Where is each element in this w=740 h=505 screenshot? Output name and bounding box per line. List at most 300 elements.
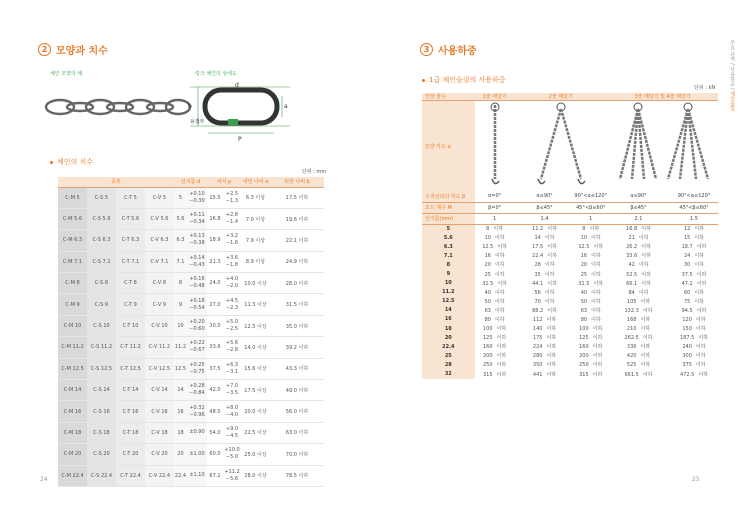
load-value: 200 [579, 353, 589, 360]
dim-b-label: b [188, 103, 192, 110]
load-suffix: 이하 [640, 298, 651, 305]
load-value: 15 [683, 235, 691, 242]
load-value-cell [607, 233, 670, 242]
load-value-cell [574, 360, 607, 369]
load-value-cell [574, 333, 607, 342]
tolerance-value: ±1.00 [189, 450, 205, 457]
load-suffix: 이하 [695, 316, 706, 323]
dimension-table-body [58, 187, 324, 486]
load-suffix: 이하 [642, 307, 653, 314]
load-value: 224 [532, 344, 543, 351]
inner-width-cell: 6.3 이상 [241, 187, 270, 208]
grade-v-cell: C-V 5 [145, 187, 174, 208]
load-value: 105 [626, 298, 637, 305]
wire-dia-cell: 16 [174, 401, 187, 422]
grade-t-cell: C-T 6.3 [116, 230, 145, 251]
inner-width-cell: 7.9 이상 [241, 230, 270, 251]
load-suffix: 이하 [544, 289, 555, 296]
factor-row [422, 213, 718, 224]
load-suffix: 이하 [496, 362, 507, 369]
load-value: 31.5 [578, 280, 590, 287]
load-value: 315 [579, 371, 589, 378]
load-value: 44.1 [532, 280, 544, 287]
load-suffix: 이하 [494, 289, 505, 296]
grade-v-cell: C-V 5.6 [145, 208, 174, 229]
load-value-cell [475, 233, 515, 242]
outer-width-cell: 24.9 이하 [270, 251, 324, 272]
load-value-cell [475, 324, 515, 333]
load-suffix: 이하 [494, 262, 505, 269]
load-value: 25 [580, 271, 588, 278]
load-value: 66.1 [626, 280, 638, 287]
tolerance-value: −0.60 [189, 326, 205, 333]
load-value-cell [475, 224, 515, 233]
load-suffix: 이하 [591, 271, 601, 278]
wire-dia-cell: 12.5 [174, 358, 187, 379]
tolerance-value: −4.5 [225, 432, 239, 439]
table-row [58, 465, 324, 486]
load-value: 22.4 [532, 253, 544, 260]
pitch-tolerance-cell [223, 444, 241, 465]
load-value-cell [670, 260, 718, 269]
pitch-cell: 67.2 [207, 465, 223, 486]
load-value-cell [515, 351, 575, 360]
grade-s-cell: C-S 9 [87, 294, 116, 315]
load-value-cell [515, 306, 575, 315]
load-suffix: 이하 [496, 326, 507, 333]
wire-dia-cell: 7.1 [422, 251, 475, 260]
load-value: 125 [483, 335, 493, 342]
load-value: 30 [683, 262, 691, 269]
load-value-cell [607, 224, 670, 233]
inner-width-cell: 14.0 이상 [241, 337, 270, 358]
load-value: 150 [682, 326, 692, 333]
tolerance-value: +5.6 [225, 340, 239, 347]
load-value-cell [670, 242, 718, 251]
tolerance-value: +4.0 [225, 276, 239, 283]
load-suffix: 이하 [698, 335, 708, 342]
table-row [58, 208, 324, 229]
outer-width-cell: 49.0 이하 [270, 380, 324, 401]
load-value: 24 [683, 253, 691, 260]
factor-value: 1 [574, 213, 607, 224]
load-suffix: 이하 [696, 280, 707, 287]
load-value: 88.2 [532, 307, 544, 314]
chain-diagram [40, 82, 370, 144]
tolerance-value: +8.0 [225, 404, 239, 411]
unit-label: 단위 : mm [302, 169, 327, 175]
tolerance-value: −1.8 [225, 261, 239, 268]
outer-width-cell: 19.6 이하 [270, 208, 324, 229]
dim-p-label: P [238, 136, 242, 143]
table-row [58, 337, 324, 358]
load-value-cell [574, 370, 607, 379]
load-value-cell [670, 351, 718, 360]
load-value-cell [607, 288, 670, 297]
load-value: 16 [580, 253, 588, 260]
load-suffix: 이하 [496, 353, 507, 360]
load-value-cell [670, 269, 718, 278]
load-suffix: 이하 [546, 344, 557, 351]
outer-width-cell: 31.5 이하 [270, 294, 324, 315]
load-value-cell [574, 242, 607, 251]
load-value: 84 [628, 289, 635, 296]
load-suffix: 이하 [696, 307, 707, 314]
wire-dia-cell: 12.5 [422, 297, 475, 306]
outer-width-cell: 78.5 이하 [270, 465, 324, 486]
dimension-table [58, 177, 324, 487]
load-value-cell [670, 288, 718, 297]
pitch-tolerance-cell [223, 380, 241, 401]
grade-v-cell: C-V 22.4 [145, 465, 174, 486]
wire-dia-cell: 10 [174, 315, 187, 336]
wire-dia-cell: 8 [174, 273, 187, 294]
load-value-cell [670, 233, 718, 242]
tolerance-value: −1.6 [225, 240, 239, 247]
grade-t-cell: C-T 9 [116, 294, 145, 315]
load-suffix: 이하 [642, 371, 653, 378]
table-row [422, 224, 718, 233]
load-suffix: 이하 [592, 353, 603, 360]
load-suffix: 이하 [593, 244, 604, 251]
load-value: 18.7 [681, 244, 693, 251]
vertical-angle-value: 90°<α≤120° [670, 191, 718, 202]
grade-s-cell: C-S 18 [87, 422, 116, 443]
tolerance-value: −0.67 [189, 347, 205, 354]
load-suffix: 이하 [591, 235, 601, 242]
table-row [58, 187, 324, 208]
load-value: 160 [579, 344, 589, 351]
pitch-cell: 33.6 [207, 337, 223, 358]
load-suffix: 이하 [694, 226, 704, 233]
load-value: 20 [580, 262, 588, 269]
pitch-cell: 54.0 [207, 422, 223, 443]
load-suffix: 이하 [592, 335, 603, 342]
bullet-icon [422, 79, 425, 82]
load-value-cell [475, 251, 515, 260]
load-value-cell [475, 269, 515, 278]
grade-m-cell: C-M 11.2 [58, 337, 87, 358]
grade-m-cell: C-M 22.4 [58, 465, 87, 486]
grade-s-cell: C-S 5.6 [87, 208, 116, 229]
load-value: 94.5 [681, 307, 693, 314]
load-suffix: 이하 [638, 289, 649, 296]
outer-width-cell: 63.0 이하 [270, 422, 324, 443]
grade-s-cell: C-S 5 [87, 187, 116, 208]
tolerance-value: +0.32 [189, 404, 205, 411]
load-value: 60 [683, 289, 691, 296]
outer-width-cell: 70.0 이하 [270, 444, 324, 465]
wire-dia-cell: 14 [422, 306, 475, 315]
tolerance-value: +3.6 [225, 254, 239, 261]
load-suffix: 이하 [694, 289, 704, 296]
tolerance-value: −5.6 [225, 475, 239, 482]
table-row [422, 233, 718, 242]
factor-label: 선지름(mm) [422, 213, 475, 224]
load-value-cell [515, 370, 575, 379]
grade-m-cell: C-M 7.1 [58, 251, 87, 272]
table-row [422, 251, 718, 260]
load-value: 26.2 [626, 244, 638, 251]
wire-dia-cell: 25 [422, 351, 475, 360]
load-value-cell [475, 306, 515, 315]
load-suffix: 이하 [592, 326, 603, 333]
load-value-cell [475, 242, 515, 251]
grade-t-cell: C-T 12.5 [116, 358, 145, 379]
grade-v-cell: C-V 11.2 [145, 337, 174, 358]
load-value: 35 [534, 271, 541, 278]
load-suffix: 이하 [546, 353, 557, 360]
load-value: 50 [580, 298, 588, 305]
load-suffix: 이하 [546, 335, 557, 342]
load-suffix: 이하 [544, 271, 555, 278]
tolerance-value: −2.5 [225, 326, 239, 333]
load-suffix: 이하 [640, 353, 651, 360]
grade-m-cell: C-M 8 [58, 273, 87, 294]
pitch-tolerance-cell [223, 358, 241, 379]
load-suffix: 이하 [546, 362, 557, 369]
grade-s-cell: C-S 10 [87, 315, 116, 336]
inner-width-cell: 28.0 이상 [241, 465, 270, 486]
tolerance-value: −0.30 [189, 197, 205, 204]
wire-dia-cell: 20 [174, 444, 187, 465]
pitch-cell: 48.0 [207, 401, 223, 422]
inner-width-cell: 12.5 이상 [241, 315, 270, 336]
table-row [58, 401, 324, 422]
load-suffix: 이하 [547, 226, 557, 233]
vertical-angle-value: 90°<α≤120° [574, 191, 607, 202]
load-suffix: 이하 [698, 371, 708, 378]
factor-value: 1 [475, 213, 515, 224]
load-suffix: 이하 [638, 235, 649, 242]
wire-dia-cell: 11.2 [174, 337, 187, 358]
load-value: 40 [580, 289, 588, 296]
tolerance-value: +0.28 [189, 383, 205, 390]
load-suffix: 이하 [641, 280, 651, 287]
mode-value: 45°<β≤60° [670, 202, 718, 213]
load-value: 16 [484, 253, 491, 260]
load-value-cell [574, 233, 607, 242]
load-value: 12.5 [578, 244, 590, 251]
load-value-cell [475, 297, 515, 306]
pitch-tolerance-cell [223, 465, 241, 486]
load-suffix: 이하 [494, 316, 505, 323]
grade-t-cell: C-T 18 [116, 422, 145, 443]
tolerance-value: +9.0 [225, 425, 239, 432]
load-heading [422, 75, 506, 85]
wire-dia-cell: 5.6 [174, 208, 187, 229]
load-value-cell [515, 360, 575, 369]
wire-dia-cell: 14 [174, 380, 187, 401]
pitch-tolerance-cell [223, 251, 241, 272]
load-value-cell [515, 224, 575, 233]
tolerance-value: −3.1 [225, 368, 239, 375]
tolerance-value: +0.13 [189, 233, 205, 240]
tolerance-value: +5.0 [225, 319, 239, 326]
grade-s-cell: C-S 8 [87, 273, 116, 294]
chain-dimension-heading [50, 157, 93, 167]
table-row [422, 288, 718, 297]
load-suffix: 이하 [544, 235, 555, 242]
load-value-cell [515, 324, 575, 333]
outer-width-cell: 56.0 이하 [270, 401, 324, 422]
load-value-cell [475, 360, 515, 369]
load-value-cell [515, 333, 575, 342]
load-header-row [422, 93, 718, 101]
grade-t-cell: C-T 22.4 [116, 465, 145, 486]
pitch-cell: 42.0 [207, 380, 223, 401]
mode-value: β≤45° [515, 202, 575, 213]
wire-dia-cell: 28 [422, 360, 475, 369]
pitch-tolerance-cell [223, 187, 241, 208]
load-suffix: 이하 [641, 253, 651, 260]
load-table [422, 93, 718, 379]
load-suffix: 이하 [696, 244, 707, 251]
load-value-cell [670, 251, 718, 260]
wire-dia-cell: 22.4 [174, 465, 187, 486]
load-value: 336 [626, 344, 637, 351]
section-title-text: 모양과 치수 [56, 46, 108, 57]
grade-t-cell: C-T 20 [116, 444, 145, 465]
tolerance-value: +0.16 [189, 276, 205, 283]
link-detail-label: 링크 체인의 상세도 [195, 71, 237, 77]
grade-m-cell: C-M 5.6 [58, 208, 87, 229]
tolerance-value: −4.0 [225, 411, 239, 418]
tolerance-value: +0.20 [189, 319, 205, 326]
tolerance-value: +4.5 [225, 297, 239, 304]
load-value: 37.5 [681, 271, 693, 278]
section-title-dimensions [38, 42, 108, 57]
load-value-cell [607, 269, 670, 278]
table-row [422, 370, 718, 379]
load-suffix: 이하 [546, 326, 557, 333]
inner-width-cell: 20.0 이상 [241, 401, 270, 422]
load-suffix: 이하 [593, 280, 604, 287]
tolerance-value: −0.34 [189, 219, 205, 226]
tolerance-value: −1.3 [225, 197, 239, 204]
grade-v-cell: C-V 16 [145, 401, 174, 422]
wire-dia-tolerance-cell [187, 251, 207, 272]
load-suffix: 이하 [641, 244, 651, 251]
wire-dia-tolerance-cell [187, 187, 207, 208]
pitch-cell: 21.3 [207, 251, 223, 272]
load-value: 441 [532, 371, 543, 378]
header-pitch: 피치 p [207, 177, 241, 187]
load-value: 420 [626, 353, 637, 360]
table-row [422, 315, 718, 324]
load-value: 160 [483, 344, 493, 351]
inner-width-cell: 10.0 이상 [241, 273, 270, 294]
wire-dia-tolerance-cell [187, 465, 207, 486]
table-row [422, 333, 718, 342]
tolerance-value: ±0.90 [189, 429, 205, 436]
load-value: 175 [532, 335, 543, 342]
table-row [58, 444, 324, 465]
tolerance-value: −0.75 [189, 368, 205, 375]
grade-t-cell: C-T 14 [116, 380, 145, 401]
load-value: 168 [626, 316, 637, 323]
load-value: 525 [626, 362, 637, 369]
load-value: 56 [534, 289, 541, 296]
outer-width-cell: 22.1 이하 [270, 230, 324, 251]
load-suffix: 이하 [592, 371, 603, 378]
load-value-cell [515, 269, 575, 278]
load-value: 140 [532, 326, 543, 333]
table-row [58, 315, 324, 336]
load-value-cell [607, 251, 670, 260]
load-value-cell [574, 315, 607, 324]
page-number-right: 25 [692, 476, 700, 483]
load-suffix: 이하 [493, 226, 504, 233]
grade-m-cell: C-M 5 [58, 187, 87, 208]
load-value-cell [574, 297, 607, 306]
load-table-body [422, 224, 718, 379]
mode-value: 45°<β≤60° [574, 202, 607, 213]
load-value: 112 [532, 316, 543, 323]
load-suffix: 이하 [494, 235, 505, 242]
inner-width-cell: 17.5 이상 [241, 380, 270, 401]
pitch-tolerance-cell [223, 401, 241, 422]
load-value: 47.2 [681, 280, 693, 287]
wire-dia-cell: 32 [422, 370, 475, 379]
wire-dia-tolerance-cell [187, 208, 207, 229]
grade-m-cell: C-M 9 [58, 294, 87, 315]
tolerance-value: −3.5 [225, 390, 239, 397]
load-value: 70 [534, 298, 541, 305]
grade-m-cell: C-M 14 [58, 380, 87, 401]
grade-m-cell: C-M 10 [58, 315, 87, 336]
wire-dia-cell: 6.3 [174, 230, 187, 251]
load-value: 28 [534, 262, 541, 269]
load-value-cell [670, 224, 718, 233]
side-tab-text: 주요 규격 / 사용하중 / [729, 40, 735, 90]
table-row [58, 230, 324, 251]
load-suffix: 이하 [547, 244, 557, 251]
side-tab-highlight: 체인슬링 [729, 91, 735, 112]
load-value-cell [574, 251, 607, 260]
tolerance-value: −0.48 [189, 283, 205, 290]
wire-dia-tolerance-cell [187, 337, 207, 358]
load-suffix: 이하 [640, 316, 651, 323]
load-suffix: 이하 [547, 280, 557, 287]
load-suffix: 이하 [591, 316, 601, 323]
vertical-angle-label: 수직선과의 각도 β [422, 191, 475, 202]
load-value: 80 [484, 316, 491, 323]
load-value-cell [475, 279, 515, 288]
grade-t-cell: C-T 8 [116, 273, 145, 294]
table-row [58, 273, 324, 294]
tolerance-value: +3.2 [225, 233, 239, 240]
pitch-cell: 27.0 [207, 294, 223, 315]
factor-value: 2.1 [607, 213, 670, 224]
grade-v-cell: C-V 14 [145, 380, 174, 401]
vertical-angle-row [422, 191, 718, 202]
load-value-cell [475, 260, 515, 269]
col-two-leg: 2줄 매달기 [515, 93, 607, 101]
load-value: 33.6 [626, 253, 638, 260]
tolerance-value: +0.22 [189, 340, 205, 347]
section-title-text: 사용하중 [438, 46, 477, 57]
load-value-cell [475, 342, 515, 351]
tolerance-value: +0.18 [189, 297, 205, 304]
grade-s-cell: C-S 12.5 [87, 358, 116, 379]
col-three-four-leg: 3줄 매달기 및 4줄 매달기 [607, 93, 718, 101]
wire-dia-tolerance-cell [187, 422, 207, 443]
load-value: 40 [484, 289, 491, 296]
load-value-cell [670, 333, 718, 342]
table-row [422, 242, 718, 251]
wire-dia-cell: 16 [422, 315, 475, 324]
